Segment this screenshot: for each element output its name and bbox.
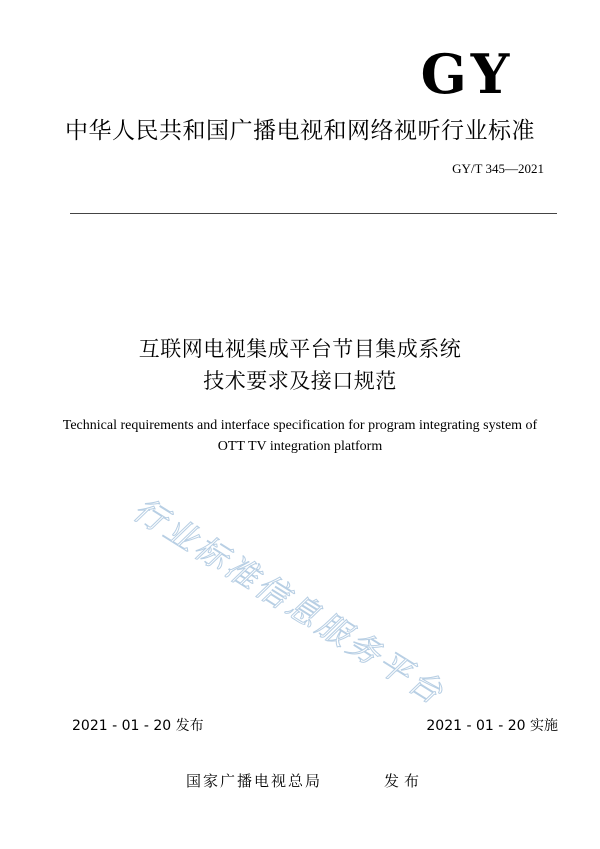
title-en-line-2: OTT TV integration platform — [217, 439, 383, 454]
issuing-authority: 国家广播电视总局 — [186, 772, 323, 790]
publish-date: 2021 - 01 - 20 发布 — [72, 718, 204, 734]
title-zh-line-1: 互联网电视集成平台节目集成系统 — [138, 337, 462, 361]
issue-label: 发布 — [384, 772, 425, 790]
gy-logo: GY — [420, 42, 514, 106]
watermark: 行业标准信息服务平台 — [126, 490, 453, 714]
title-zh-line-2: 技术要求及接口规范 — [203, 369, 397, 393]
standard-category-heading: 中华人民共和国广播电视和网络视听行业标准 — [65, 118, 535, 144]
title-en-line-1: Technical requirements and interface specification for program integrating system of — [62, 418, 538, 433]
standard-number: GY/T 345—2021 — [452, 161, 544, 176]
implementation-date: 2021 - 01 - 20 实施 — [426, 718, 558, 734]
header-divider — [70, 213, 557, 214]
